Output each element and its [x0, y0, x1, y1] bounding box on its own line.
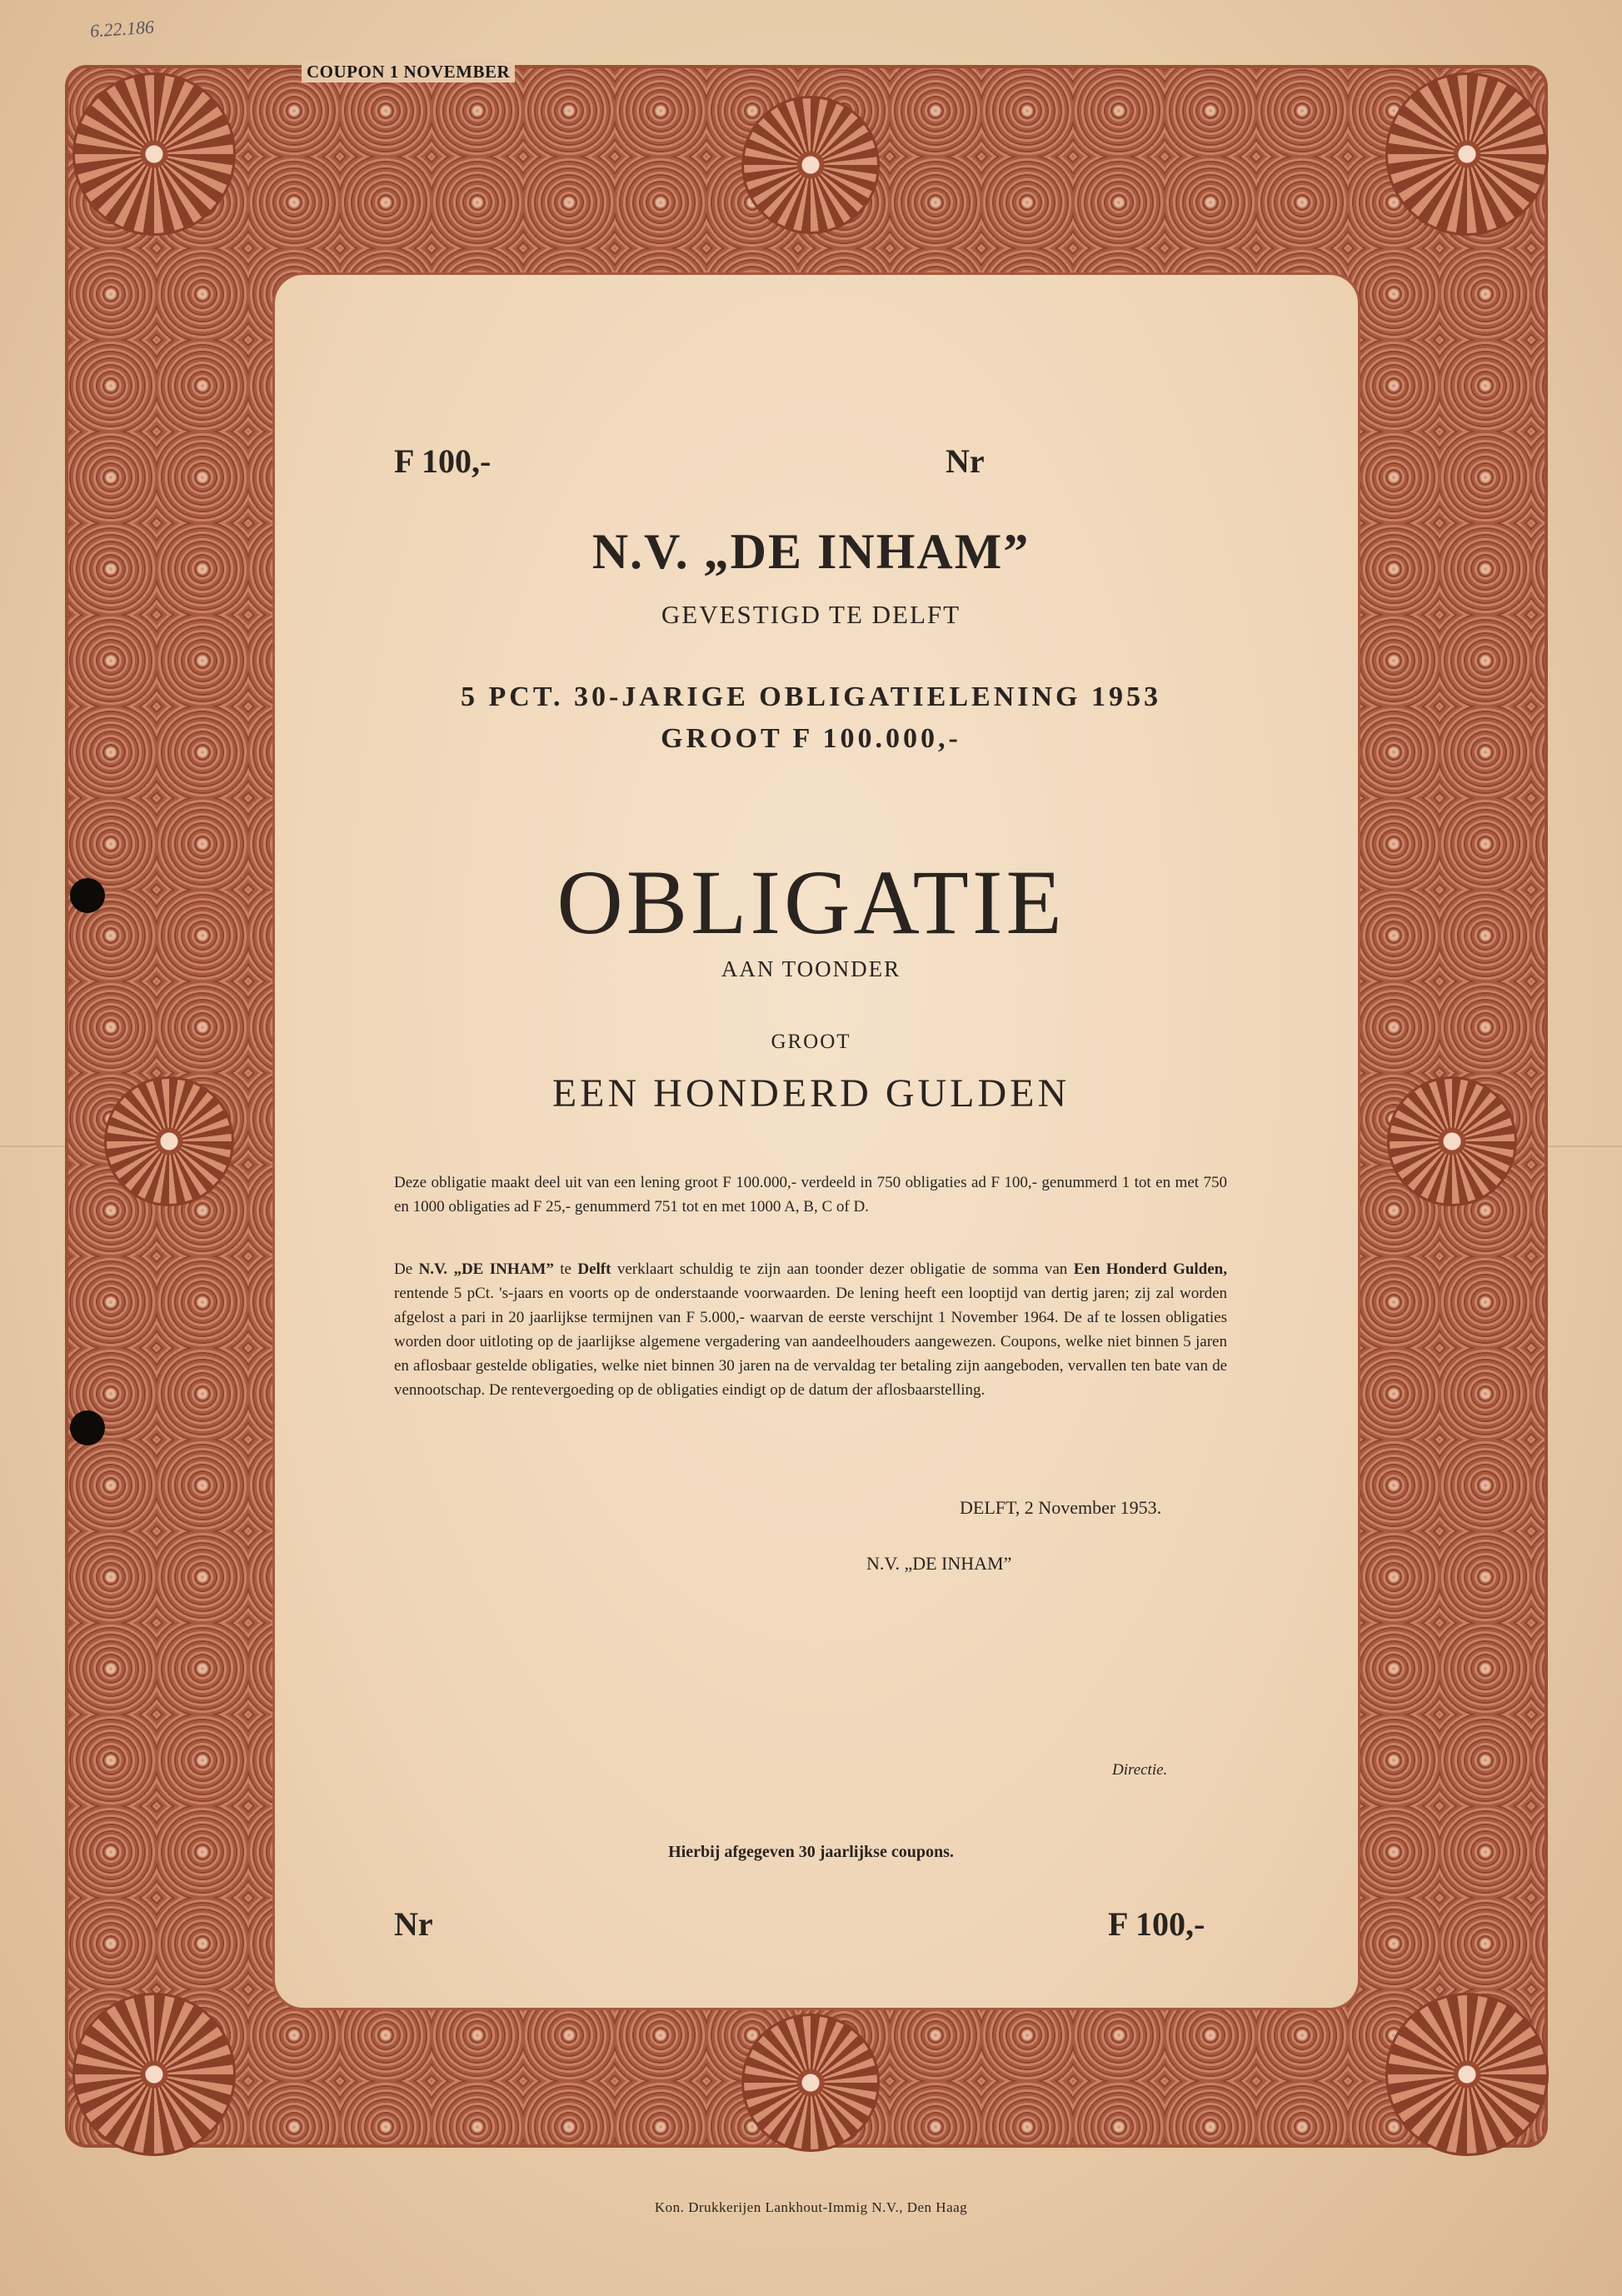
terms-paragraph-1: Deze obligatie maakt deel uit van een lening groot F 100.000,- verdeeld in 750 obligaties ad F 100,- genummerd 1 tot en met 750 en 1000 obligaties ad F 25,- genummerd 751 tot en met 1000 A, B, C of D. [394, 1174, 1227, 1215]
number-label-bottom: Nr [394, 1905, 433, 1943]
p2-company-bold: N.V. „DE INHAM” [418, 1260, 554, 1278]
number-label-top: Nr [946, 442, 985, 480]
printer-credit: Kon. Drukkerijen Lankhout-Immig N.V., Den Haag [654, 2199, 968, 2215]
date-line: DELFT, 2 November 1953. [960, 1497, 1162, 1518]
signature-company: N.V. „DE INHAM” [866, 1553, 1012, 1574]
company-seat: GEVESTIGD TE DELFT [661, 600, 961, 629]
document-title: OBLIGATIE [556, 851, 1066, 953]
p2-text-1: De [394, 1260, 419, 1278]
bearer-label: AAN TOONDER [721, 956, 901, 981]
denomination-bottom: F 100,- [1108, 1905, 1205, 1943]
corner-rosette-top-left [75, 75, 233, 233]
amount-in-words: EEN HONDERD GULDEN [551, 1071, 1071, 1116]
punch-hole-lower [70, 1410, 105, 1445]
p2-amount-bold: Een Honderd Gulden, [1073, 1260, 1227, 1278]
denomination-top: F 100,- [394, 442, 492, 480]
p2-text-4: rentende 5 pCt. 's-jaars en voorts op de onderstaande voorwaarden. De lening heeft een looptijd van dertig jaren; zij zal worden afgelost a pari in 20 jaarlijkse termijnen van F 5.000,- waarvan de eerste verschijnt 1 November 1964. De af te lossen obligaties worden door uitloting op de jaarlijkse algemene vergadering van aandeelhouders aangewezen. Coupons, welke niet binnen 5 jaren en aflosbaar gestelde obligaties, welke niet binnen 30 jaren na de vervaldag ter betaling zijn aangeboden, vervallen ten bate van de vennootschap. De rentevergoeding op de obligaties eindigt op de datum der aflosbaarstelling. [394, 1285, 1227, 1399]
loan-line-1: 5 PCT. 30-JARIGE OBLIGATIELENING 1953 [461, 681, 1161, 712]
corner-rosette-bottom-left [75, 1995, 233, 2154]
terms-paragraph-2 [394, 1257, 1227, 1402]
margin-note: 6.22.186 [89, 16, 155, 42]
p2-city-bold: Delft [577, 1260, 611, 1278]
p2-text-3: verklaart schuldig te zijn aan toonder dezer obligatie de somma van [611, 1260, 1074, 1278]
corner-rosette-top-right [1388, 75, 1546, 233]
coupons-note: Hierbij afgegeven 30 jaarlijkse coupons. [668, 1843, 954, 1861]
corner-rosette-bottom-right [1388, 1995, 1546, 2154]
company-name: N.V. „DE INHAM” [591, 524, 1031, 579]
signature-title: Directie. [1112, 1761, 1168, 1779]
loan-line-2: GROOT F 100.000,- [661, 723, 961, 754]
bottom-center-rosette [744, 2016, 877, 2149]
groot-label: GROOT [771, 1031, 851, 1053]
coupon-header: COUPON 1 NOVEMBER [302, 62, 515, 82]
top-center-rosette [744, 98, 877, 232]
p2-text-2: te [553, 1260, 578, 1278]
